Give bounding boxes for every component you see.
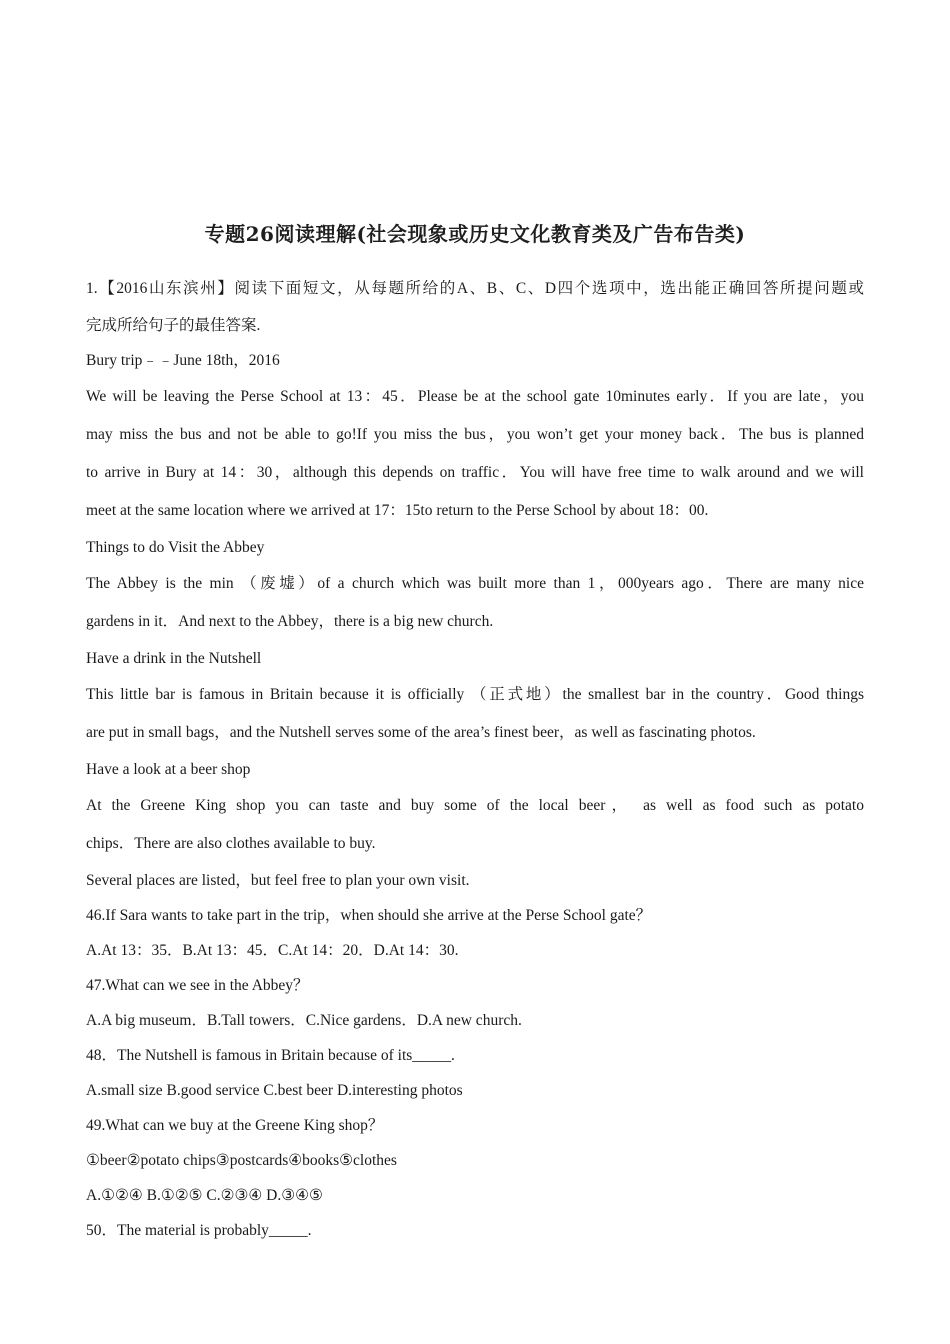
paragraph-line: to arrive in Bury at 14：30，although this depends on traffic．You will have free time to walk around and we will xyxy=(86,464,864,481)
paragraph-line: At the Greene King shop you can taste and buy some of the local beer， as well as food such as potato xyxy=(86,797,864,814)
section-heading-trip: Bury trip﹣﹣June 18th，2016 xyxy=(86,352,280,369)
paragraph-line: may miss the bus and not be able to go!If you miss the bus，you won’t get your money back．The bus is planned xyxy=(86,426,864,443)
question-49: 49.What can we buy at the Greene King shop？ xyxy=(86,1117,384,1134)
closing-line: Several places are listed，but feel free to plan your own visit. xyxy=(86,872,470,889)
paragraph-line: This little bar is famous in Britain because it is officially （正式地）the smallest bar in the country．Good things xyxy=(86,686,864,703)
question-50: 50．The material is probably_____. xyxy=(86,1222,312,1239)
options-48: A.small size B.good service C.best beer D.interesting photos xyxy=(86,1082,463,1099)
options-49: A.①②④ B.①②⑤ C.②③④ D.③④⑤ xyxy=(86,1187,323,1204)
intro-line: 1.【2016山东滨州】阅读下面短文，从每题所给的A、B、C、D四个选项中，选出能正确回答所提问题或 xyxy=(86,280,864,297)
options-46: A.At 13：35．B.At 13：45．C.At 14：20．D.At 14：30. xyxy=(86,942,459,959)
paragraph-line: chips．There are also clothes available to buy. xyxy=(86,835,376,852)
section-heading-nutshell: Have a drink in the Nutshell xyxy=(86,650,262,667)
paragraph-line: gardens in it．And next to the Abbey，there is a big new church. xyxy=(86,613,494,630)
options-47: A.A big museum．B.Tall towers．C.Nice gardens．D.A new church. xyxy=(86,1012,522,1029)
question-48: 48．The Nutshell is famous in Britain because of its_____. xyxy=(86,1047,455,1064)
document-title: 专题26阅读理解(社会现象或历史文化教育类及广告布告类) xyxy=(204,222,746,246)
question-47: 47.What can we see in the Abbey？ xyxy=(86,977,309,994)
section-heading-abbey: Things to do Visit the Abbey xyxy=(86,539,265,556)
paragraph-line: We will be leaving the Perse School at 13：45．Please be at the school gate 10minutes early．If you are late，you xyxy=(86,388,864,405)
document-body xyxy=(86,270,864,1248)
paragraph-line: are put in small bags，and the Nutshell serves some of the area’s finest beer，as well as fascinating photos. xyxy=(86,724,756,741)
items-49: ①beer②potato chips③postcards④books⑤clothes xyxy=(86,1152,397,1169)
question-46: 46.If Sara wants to take part in the trip，when should she arrive at the Perse School gate？ xyxy=(86,907,652,924)
intro-line: 完成所给句子的最佳答案. xyxy=(86,317,261,334)
paragraph-line: meet at the same location where we arrived at 17：15to return to the Perse School by about 18：00. xyxy=(86,502,709,519)
section-heading-beer-shop: Have a look at a beer shop xyxy=(86,761,251,778)
paragraph-line: The Abbey is the min （废墟）of a church which was built more than 1，000years ago．There are many nice xyxy=(86,575,864,592)
